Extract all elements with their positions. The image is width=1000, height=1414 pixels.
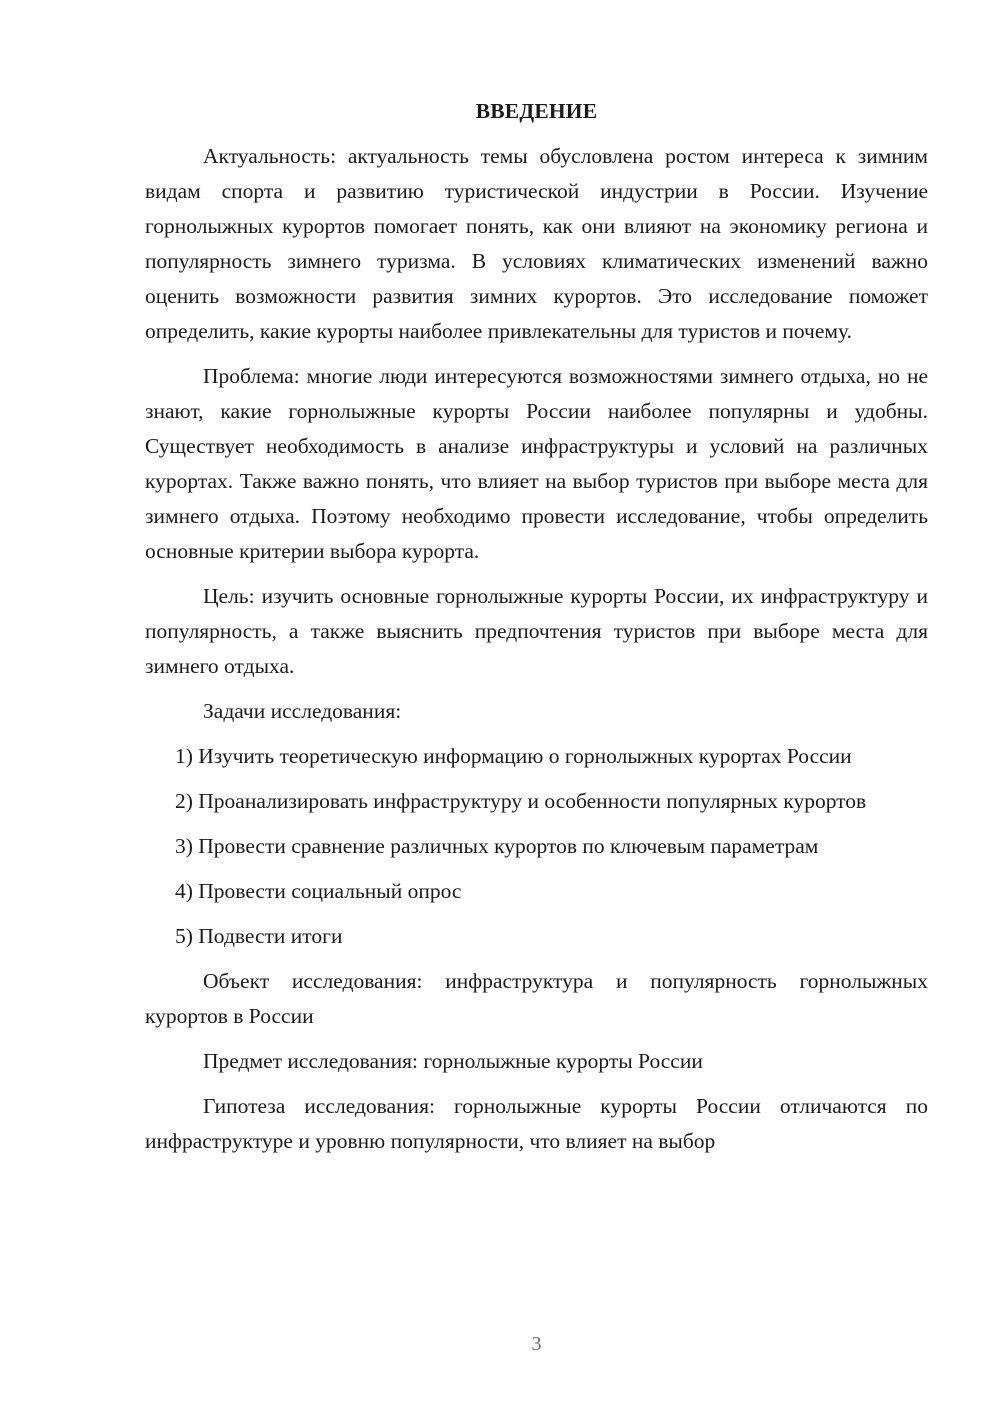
goal-paragraph: Цель: изучить основные горнолыжные курорты России, их инфраструктуру и популярность, а также выяснить предпочтения туристов при выборе места для зимнего отдыха.	[145, 584, 928, 678]
tasks-title: Задачи исследования:	[203, 699, 402, 723]
task-item-2: 2) Проанализировать инфраструктуру и особенности популярных курортов	[175, 789, 867, 813]
relevance-paragraph: Актуальность: актуальность темы обусловлена ростом интереса к зимним видам спорта и развитию туристической индустрии в России. Изучение горнолыжных курортов помогает понять, как они влияют на экономику региона и популярность зимнего туризма. В условиях климатических изменений важно оценить возможности развития зимних курортов. Это исследование поможет определить, какие курорты наиболее привлекательны для туристов и почему.	[145, 144, 928, 343]
object-paragraph: Объект исследования: инфраструктура и популярность горнолыжных курортов в России	[145, 969, 928, 1028]
page-number: 3	[531, 1333, 542, 1355]
section-heading: ВВЕДЕНИЕ	[475, 99, 598, 123]
task-item-5: 5) Подвести итоги	[175, 924, 343, 948]
task-item-4: 4) Провести социальный опрос	[175, 879, 462, 903]
subject-paragraph: Предмет исследования: горнолыжные курорты России	[203, 1049, 703, 1073]
task-item-1: 1) Изучить теоретическую информацию о горнолыжных курортах России	[175, 744, 852, 768]
document-page	[145, 94, 928, 1169]
hypothesis-paragraph: Гипотеза исследования: горнолыжные курорты России отличаются по инфраструктуре и уровню популярности, что влияет на выбор	[145, 1094, 928, 1153]
problem-paragraph: Проблема: многие люди интересуются возможностями зимнего отдыха, но не знают, какие горнолыжные курорты России наиболее популярны и удобны. Существует необходимость в анализе инфраструктуры и условий на различных курортах. Также важно понять, что влияет на выбор туристов при выборе места для зимнего отдыха. Поэтому необходимо провести исследование, чтобы определить основные критерии выбора курорта.	[145, 364, 928, 563]
task-item-3: 3) Провести сравнение различных курортов по ключевым параметрам	[175, 834, 819, 858]
